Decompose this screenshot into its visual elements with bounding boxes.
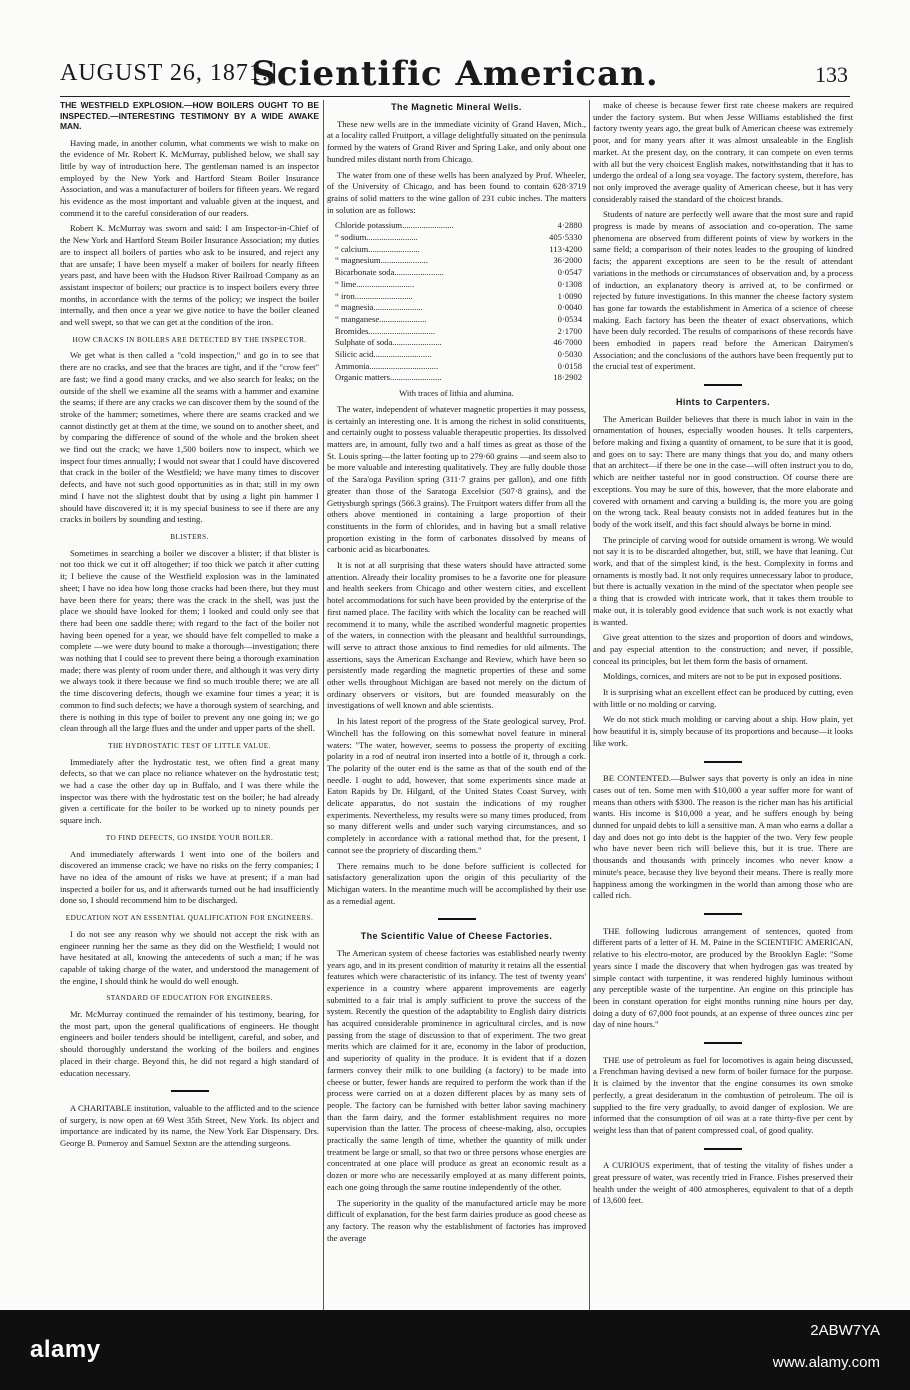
table-cell: Sulphate of soda....................... <box>335 337 442 348</box>
paragraph: Having made, in another column, what comments we wish to make on the evidence of Mr. Robert K. McMurray, published below, we shall say little by way of introduction here. The gentleman named is an inspector employed by the New York and Hartford Steam Boiler Insurance Association, and was a manufacturer of boilers for fifteen years. We regard his evidence as the most important and valuable given at the inquest, and commend it to the careful consideration of our readers. <box>60 137 319 218</box>
table-cell: 405·5330 <box>549 232 582 243</box>
table-row <box>335 326 586 338</box>
article-title: Hints to Carpenters. <box>675 396 770 407</box>
paragraph: The superiority in the quality of the manufactured article may be more difficult of explanation, for the best farm dairies produce as good cheese as any factory. The reason why the establishment of factories has improved the average <box>327 1197 586 1243</box>
paragraph: Students of nature are perfectly well aware that the most sure and rapid progress is made by means of association and co-operation. The same phenomena are observed from different points of view by workers in the same field; a comparison of their notes leades to the grouping of kindred facts; the apparent exceptions are seen to be the result of attendant variations in the methods or circumstances of observation and, by a process of induction, an explanatory theory is arrived at, to be confirmed or rejected by future investigations. In this manner the cheese factory system has gone far towards the establishment in America of a science of cheese making. Each factory has been the theater of exact observations, which have been duly recorded. The results of comparisons of these records have been embodied in papers read before the American Dairymen's Association; and the conclusions of the authors have been frequently put to the crucial test of experiment. <box>593 209 853 372</box>
table-cell: 1·0090 <box>557 290 582 301</box>
table-cell: Silicic acid........................... <box>335 349 432 360</box>
paragraph: THE use of petroleum as fuel for locomotives is again being discussed, a Frenchman having devised a new form of boiler furnace for the purpose. It is claimed by the inventor that the engine consumes its own smoke perfectly, a great desideratum in the combustion of petroleum. The oil is supplied to the fire very gradually, to avoid danger of explosion. We are informed that the consumption of oil was at a rate thirty-five per cent by weight less than that of patent compressed coal, of good quality. <box>593 1054 853 1135</box>
paragraph: It is not at all surprising that these waters should have attracted some attention. Already their locality promises to be a favorite one for pleasure and health seekers from Chicago and other western cities, and excellent hotel accommodations for such have been provided by the enterprise of the first named place. The facility with which the locality can be reached will recommend it to many, while the ascribed wonderful magnetic properties of the waters, in connection with the pleasant and healthful surroundings, will serve to attract those anxious to find remedies for old ailments. The assertions, says the American Exchange and Review, which have been so persistently made regarding the magnetic properties of these and some other wells throughout Michigan are based not merely on the dictum of ordinary observers or visitors, but are founded measurably on the investigations of well known and able scientists. <box>327 560 586 711</box>
paragraph: Moldings, cornices, and miters are not to be put in exposed positions. <box>603 671 842 682</box>
table-row <box>335 349 586 361</box>
table-row <box>335 220 586 232</box>
separator-ornament <box>593 379 853 391</box>
subheading: EDUCATION NOT AN ESSENTIAL QUALIFICATION FOR ENGINEERS. <box>65 914 314 923</box>
paragraph: These new wells are in the immediate vicinity of Grand Haven, Mich., at a locality called Fruitport, a village delightfully situated on the peninsula formed by the waters of Grand River and Spring Lake, and only about one hundred miles distant north from Chicago. <box>327 118 586 164</box>
column-divider <box>589 100 590 1310</box>
table-row <box>335 361 586 373</box>
paragraph: I do not see any reason why we should not accept the risk with an engineer running her the same as they did on the Westfield; I would not have hesitated at all, knowing the antecedents of such a man; if he was capable of taking charge of the water, and understood the management of the engine, I should think he would do well enough. <box>60 928 319 986</box>
separator-ornament <box>593 908 853 920</box>
paragraph: It is surprising what an excellent effect can be produced by cutting, even with little or no molding or carving. <box>593 687 853 709</box>
article-headline: THE WESTFIELD EXPLOSION.—HOW BOILERS OUGHT TO BE INSPECTED.—INTERESTING TESTIMONY BY A WIDE AWAKE MAN. <box>60 100 319 131</box>
paragraph: BE CONTENTED.—Bulwer says that poverty is only an idea in nine cases out of ten. Some men with $10,000 a year suffer more for want of means than others with $300. The reason is the richer man has his artificial wants. His income is $10,000 a year, and he suffers enough by being dunned for unpaid debts to kill a sensitive man. A man who earns a dollar a day and does not go into debt is the happier of the two. Very few people who have never been rich will believe this, but it is true. There are thousands and thousands with princely incomes who never know a minute's peace, because they live beyond their means. There is really more happiness among the workingmen in the world than among those who are called rich. <box>593 773 853 901</box>
publication-title: Scientific American. <box>251 54 659 94</box>
table-cell: 0·0158 <box>557 360 582 371</box>
table-caption: With traces of lithia and alumina. <box>399 388 514 399</box>
subheading: BLISTERS. <box>170 533 209 541</box>
table-row <box>335 279 586 291</box>
table-row <box>335 302 586 314</box>
paragraph: Give great attention to the sizes and proportion of doors and windows, and pay especial attention to the construction; and never, if possible, conceal its principles, but let them form the basis of ornament. <box>593 632 853 666</box>
table-cell: Ammonia................................ <box>335 360 439 371</box>
table-cell: 18·2902 <box>553 372 582 383</box>
table-row <box>335 337 586 349</box>
separator-ornament <box>327 913 586 925</box>
table-row <box>335 232 586 244</box>
article-title: The Scientific Value of Cheese Factories. <box>360 931 553 942</box>
issue-date: AUGUST 26, 1871.] <box>60 60 278 86</box>
paragraph: The water, independent of whatever magnetic properties it may possess, is certainly an interesting one. It is among the richest in solid constituents, and certainly ought to possess valuable therapeutic properties. Its dissolved matters are, in amount, fully two and a half times as great as those of the St. Louis spring—the latter footing up to 279·60 grains —and seem also to be more valuable and interesting qualitatively. They are fully double those of the Sara'oga Pavilion spring (311·7 grains per gallon), and one fifth greater than those of the Saratoga Excelsior (507·8 grains), and the Gettysburgh springs (566.3 grains). The Fruitport waters differ from all the others above mentioned in containing a large proportion of their constituents in the form of chlorides, and in having but a small relative proportion existing in the form of carbonates dissolved by means of carbonic acid as bicarbonates. <box>327 403 586 555</box>
column-3 <box>593 100 853 1310</box>
paragraph: Robert K. McMurray was sworn and said: I am Inspector-in-Chief of the New York and Hartford Steam Boiler Insurance Association; my duties are to inspect all boilers of parties who ask to be insured, and reject any that are unsafe; I have been myself a maker of boilers for nearly fifteen years past, and have been with the Hudson River Railroad Company as an assistant inspector of boilers; our practice is to inspect boilers every three months, in accordance with the terms of the policy; we inspect the boiler internally, and then once a year we give notice to have the boiler cleaned and well swept, so that we can get at the condition of the iron. <box>60 223 319 328</box>
paragraph: We do not stick much molding or carving about a ship. How plain, yet how beautiful it is, simply because of its proportions and because—it looks like work. <box>593 714 853 748</box>
paragraph: A CHARITABLE institution, valuable to the afflicted and to the science of surgery, is now open at 69 West 35th Street, New York. Its object and importance are indicated by its name, the New York Ear Dispensary. Drs. George B. Pomeroy and Samuel Sexton are the attending surgeons. <box>60 1102 319 1149</box>
table-cell: “ magnesia....................... <box>335 302 423 313</box>
table-cell: “ lime........................... <box>335 278 415 289</box>
paragraph: There remains much to be done before sufficient is collected for satisfactory generalization upon the origin of this peculiarity of the Michigan waters. In the meantime much will be accomplished by their use as a remedial agent. <box>327 860 586 906</box>
paragraph: The principle of carving wood for outside ornament is wrong. We would not say it is to be discarded altogether, but, still, we have that leaning. Cut work, and that of the simplest kind, is the best. Complexity in forms and ornaments is mostly bad. It not only requires unnecessary labor to produce, but there is actually vexation in the mind of the spectator when people see a thing that is crowded with intricate work, that it takes them trouble to make out, it is tolerably good evidence that such work is not exactly what is wanted. <box>593 534 853 627</box>
article-title: The Magnetic Mineral Wells. <box>391 102 522 112</box>
stock-url: www.alamy.com <box>772 1354 880 1371</box>
subheading: HOW CRACKS IN BOILERS ARE DETECTED BY THE INSPECTOR. <box>72 335 307 344</box>
image-id: 2ABW7YA <box>810 1322 880 1339</box>
table-row <box>335 372 586 384</box>
table-cell: 0·1308 <box>557 278 582 289</box>
paragraph: The American Builder believes that there is much labor in vain in the ornamentation of houses, especially wooden houses. It tells carpenters, before making and fixing a quantity of ornament, to be sure that it is good, and goes on to say: There are many things that you do, and many others that an architect—if there be one in the case—will often instruct you to do, which are neither tasteful nor in good construction. Of course there are exceptions. You may be sure of this, however, that the more elaborate and covered with ornament and carving a building is, the more you are going on the wrong tack. Real beauty consists not in added features but in the body of the work itself, and this fact should always be borne in mind. <box>593 413 853 529</box>
table-row <box>335 267 586 279</box>
table-cell: 0·5030 <box>557 349 582 360</box>
paragraph: Mr. McMurray continued the remainder of his testimony, bearing, for the most part, upon the general qualifications of engineers. He thought engineers and boiler tenders should be intelligent, careful, and sober, and should thoroughly understand the working of the boilers and engines placed in their charge. Beyond this, he did not regard a high standard of education necessary. <box>60 1009 319 1078</box>
subheading: STANDARD OF EDUCATION FOR ENGINEERS. <box>106 994 273 1003</box>
mineral-table <box>335 220 586 384</box>
paragraph: The water from one of these wells has been analyzed by Prof. Wheeler, of the University of Chicago, and has been found to contain 628·3719 grains of solid matters to the wine gallon of 231 cubic inches. The matters in solution are as follows: <box>327 169 586 215</box>
table-cell: 0·0534 <box>557 313 582 324</box>
table-cell: “ magnesium...................... <box>335 255 428 266</box>
paragraph: make of cheese is because fewer first rate cheese makers are required under the factory system. But when Jesse Williams established the first factory twenty years ago, the great bulk of American cheese was extremely poor, and for many years after it was almost unsaleable in the English market. At the present day, on the contrary, it can compete on even terms with all but the very choicest English makes, notwithstanding that it has to undergo the ordeal of a long sea voyage. The factory system, therefore, has not only improved the average quality of American cheese, but it has very considerably raised the standard of the choicest brands. <box>593 100 853 204</box>
subheading: THE HYDROSTATIC TEST OF LITTLE VALUE. <box>108 741 271 750</box>
table-cell: “ sodium........................ <box>335 232 418 243</box>
table-cell: 113·4200 <box>549 243 582 254</box>
table-row <box>335 291 586 303</box>
table-cell: 0·0547 <box>557 267 582 278</box>
stock-logo <box>30 1336 101 1364</box>
paragraph: Sometimes in searching a boiler we discover a blister; if that blister is not too thick we cut it off altogether; if too thick we patch it after cutting it; I believe the cause of the Westfield explosion was in the laminated sheet; I have no idea how long those cracks had been there, but they must have been there for years; there was the crack in the shell, was just the place we should have looked for them; I looked and could only see that there had been one saddle there; with regard to the fact of the boiler not having been opened for a year, we should have felt compelled to make a complete —we were duty bound to make a thorough—investigation; there was nothing that I could see to prevent there being a thorough examination made; there was plenty of room under there, and although it was very dirty we always took it there because we find so much trouble there; we are all the time discovering defects, though we examine four times a year; it is common to find such defects; we have a thorough system of searching, and there is nothing in this type of boiler to prevent any one going in; we go clean through all the large flues and the under and upper parts of the shell. <box>60 547 319 734</box>
table-cell: 4·2880 <box>557 220 582 231</box>
paragraph: We get what is then called a "cold inspection," and go in to see that there are no cracks, and see that the braces are tight, and if the "crow feet" are fast; we find a good many cracks, and we also search for leaks; on the outside of the shell we examine all the seams with a hammer and examine the seams; if there are any cracks we can discover them by the sound of the stroke of the hammer; sometimes, where there are seams cracked and we cannot distinctly get at them at the time, we sound on to another sheet, and by comparing the difference of sound of the whole and the broken sheet we find out the crack; we have 1,500 boilers now to inspect, which we inspect four times annually; I would not swear that I could have discovered that crack in the boiler of the Westfield; we have many times to discover defects, and have not such good opportunities as in that; still in my own mind I have not the slightest doubt that by using a light pin hammer I should have discovered it; it is my special business to see if there are any cracks in boilers by sounding and testing. <box>60 350 319 525</box>
paragraph: Immediately after the hydrostatic test, we often find a great many defects, so that we can place no reliance whatever on the hydrostatic test; we had a case the other day up in Buffalo, and I was there while the inspector was there with the hydrostatic test on the boiler; he had already given a certificate for the boiler to be worked up to ninety pounds per square inch. <box>60 756 319 826</box>
table-cell: Organic matters........................ <box>335 372 442 383</box>
table-cell: 46·7000 <box>553 337 582 348</box>
table-row <box>335 244 586 256</box>
page-number: 133 <box>815 62 848 87</box>
table-cell: “ calcium........................ <box>335 243 420 254</box>
table-cell: 2·1700 <box>557 325 582 336</box>
masthead-rule <box>60 96 850 97</box>
logo-text: alamy <box>30 1336 101 1363</box>
table-row <box>335 314 586 326</box>
table-cell: “ manganese...................... <box>335 313 427 324</box>
paragraph: And immediately afterwards I went into one of the boilers and discovered an immense crack; we have no risks on the ferry companies; I have no idea of the amount of risks we have at present; if a man had inspected a boiler for us, and it afterwards turned out he had insufficiently done so, I should recommend him to be discharged. <box>60 848 319 906</box>
paragraph: The American system of cheese factories was established nearly twenty years ago, and in its present condition of maturity it retains all the essential features which were characteristic of its infancy. The test of twenty years' experience in a country where apparent improvements are eagerly submitted to a fair trial is amply sufficient to prove the success of the system. Recently the question of the adaptability to English dairy districts has acquired considerable prominence in agricultural circles, and is now passing from the stage of discussion to that of experiment. The two great merits which are claimed for it are, economy in the labor of production, and superiority of quality in the produce. It is evident that if a dozen farmers convey their milk to one building (a factory) to be made into cheese or butter, fewer hands are required to perform the work than if the process were carried on at a dozen different places by as many sets of people. The factory can be furnished with better labor saving machinery than the farm dairy, and the former establishment requires no more supervision than the latter. The process of cheese-making, also, occupies practically the same length of time, whether the quantity of milk under treatment be large or small, so that two or three persons whose energies are concentrated at one place will produce as great an economic result as a dozen or more who are necessarily employed at as many different points, each one going through the same routine independently of the other. <box>327 947 586 1192</box>
column-1 <box>60 100 319 1310</box>
column-divider <box>323 100 324 1310</box>
table-row <box>335 255 586 267</box>
table-cell: 36·2000 <box>553 255 582 266</box>
paragraph: THE following ludicrous arrangement of sentences, quoted from different parts of a letter of H. M. Paine in the SCIENTIFIC AMERICAN, relative to his electro-motor, are produced by the Brooklyn Eagle: "Some years since I made the discovery that when hydrogen gas was treated by simple contact with turpentine, it was rendered highly luminous without any perceptible waste of the turpentine. An engine on this principle has been in constant operation for eight months running nine hours per day, doing a duty of 67,000 foot pounds, at an expense of three ounces zinc per day of nine hours." <box>593 925 853 1030</box>
paragraph: A CURIOUS experiment, that of testing the vitality of fishes under a great pressure of water, was recently tried in France. Fishes preserved their health under the weight of 400 atmospheres, equivalent to that of a depth of 13,600 feet. <box>593 1160 853 1206</box>
table-cell: 0·0040 <box>557 302 582 313</box>
separator-ornament <box>593 1143 853 1155</box>
table-cell: Chloride potassium........................ <box>335 220 454 231</box>
paragraph: In his latest report of the progress of the State geological survey, Prof. Winchell has the following on this somewhat novel feature in mineral waters: "The water, however, seems to possess the property of exciting polarity in a rod of neutral iron inserted into a bottle of it, through a cork. The polarity of the outer end is the same as that of the south end of the needle. I ought to add, however, that some experiments since made at Eaton Rapids by Dr. Hilgard, of the United States Coast Survey, with delicate apparatus, do not sustain the indications of my rougher experiments. Nevertheless, my results were so many times produced, from so many different wells and under such varying circumstances, and so completely in accordance with a rational method that, for the present, I cannot see the propriety of discarding them." <box>327 716 586 855</box>
table-cell: Bromides............................... <box>335 325 436 336</box>
stock-watermark-strip <box>0 1310 910 1390</box>
column-2 <box>327 100 586 1310</box>
table-cell: “ iron........................... <box>335 290 413 301</box>
masthead <box>0 54 910 94</box>
subheading: TO FIND DEFECTS, GO INSIDE YOUR BOILER. <box>105 833 274 842</box>
separator-ornament <box>60 1085 319 1097</box>
separator-ornament <box>593 1037 853 1049</box>
table-cell: Bicarbonate soda....................... <box>335 267 444 278</box>
separator-ornament <box>593 756 853 768</box>
